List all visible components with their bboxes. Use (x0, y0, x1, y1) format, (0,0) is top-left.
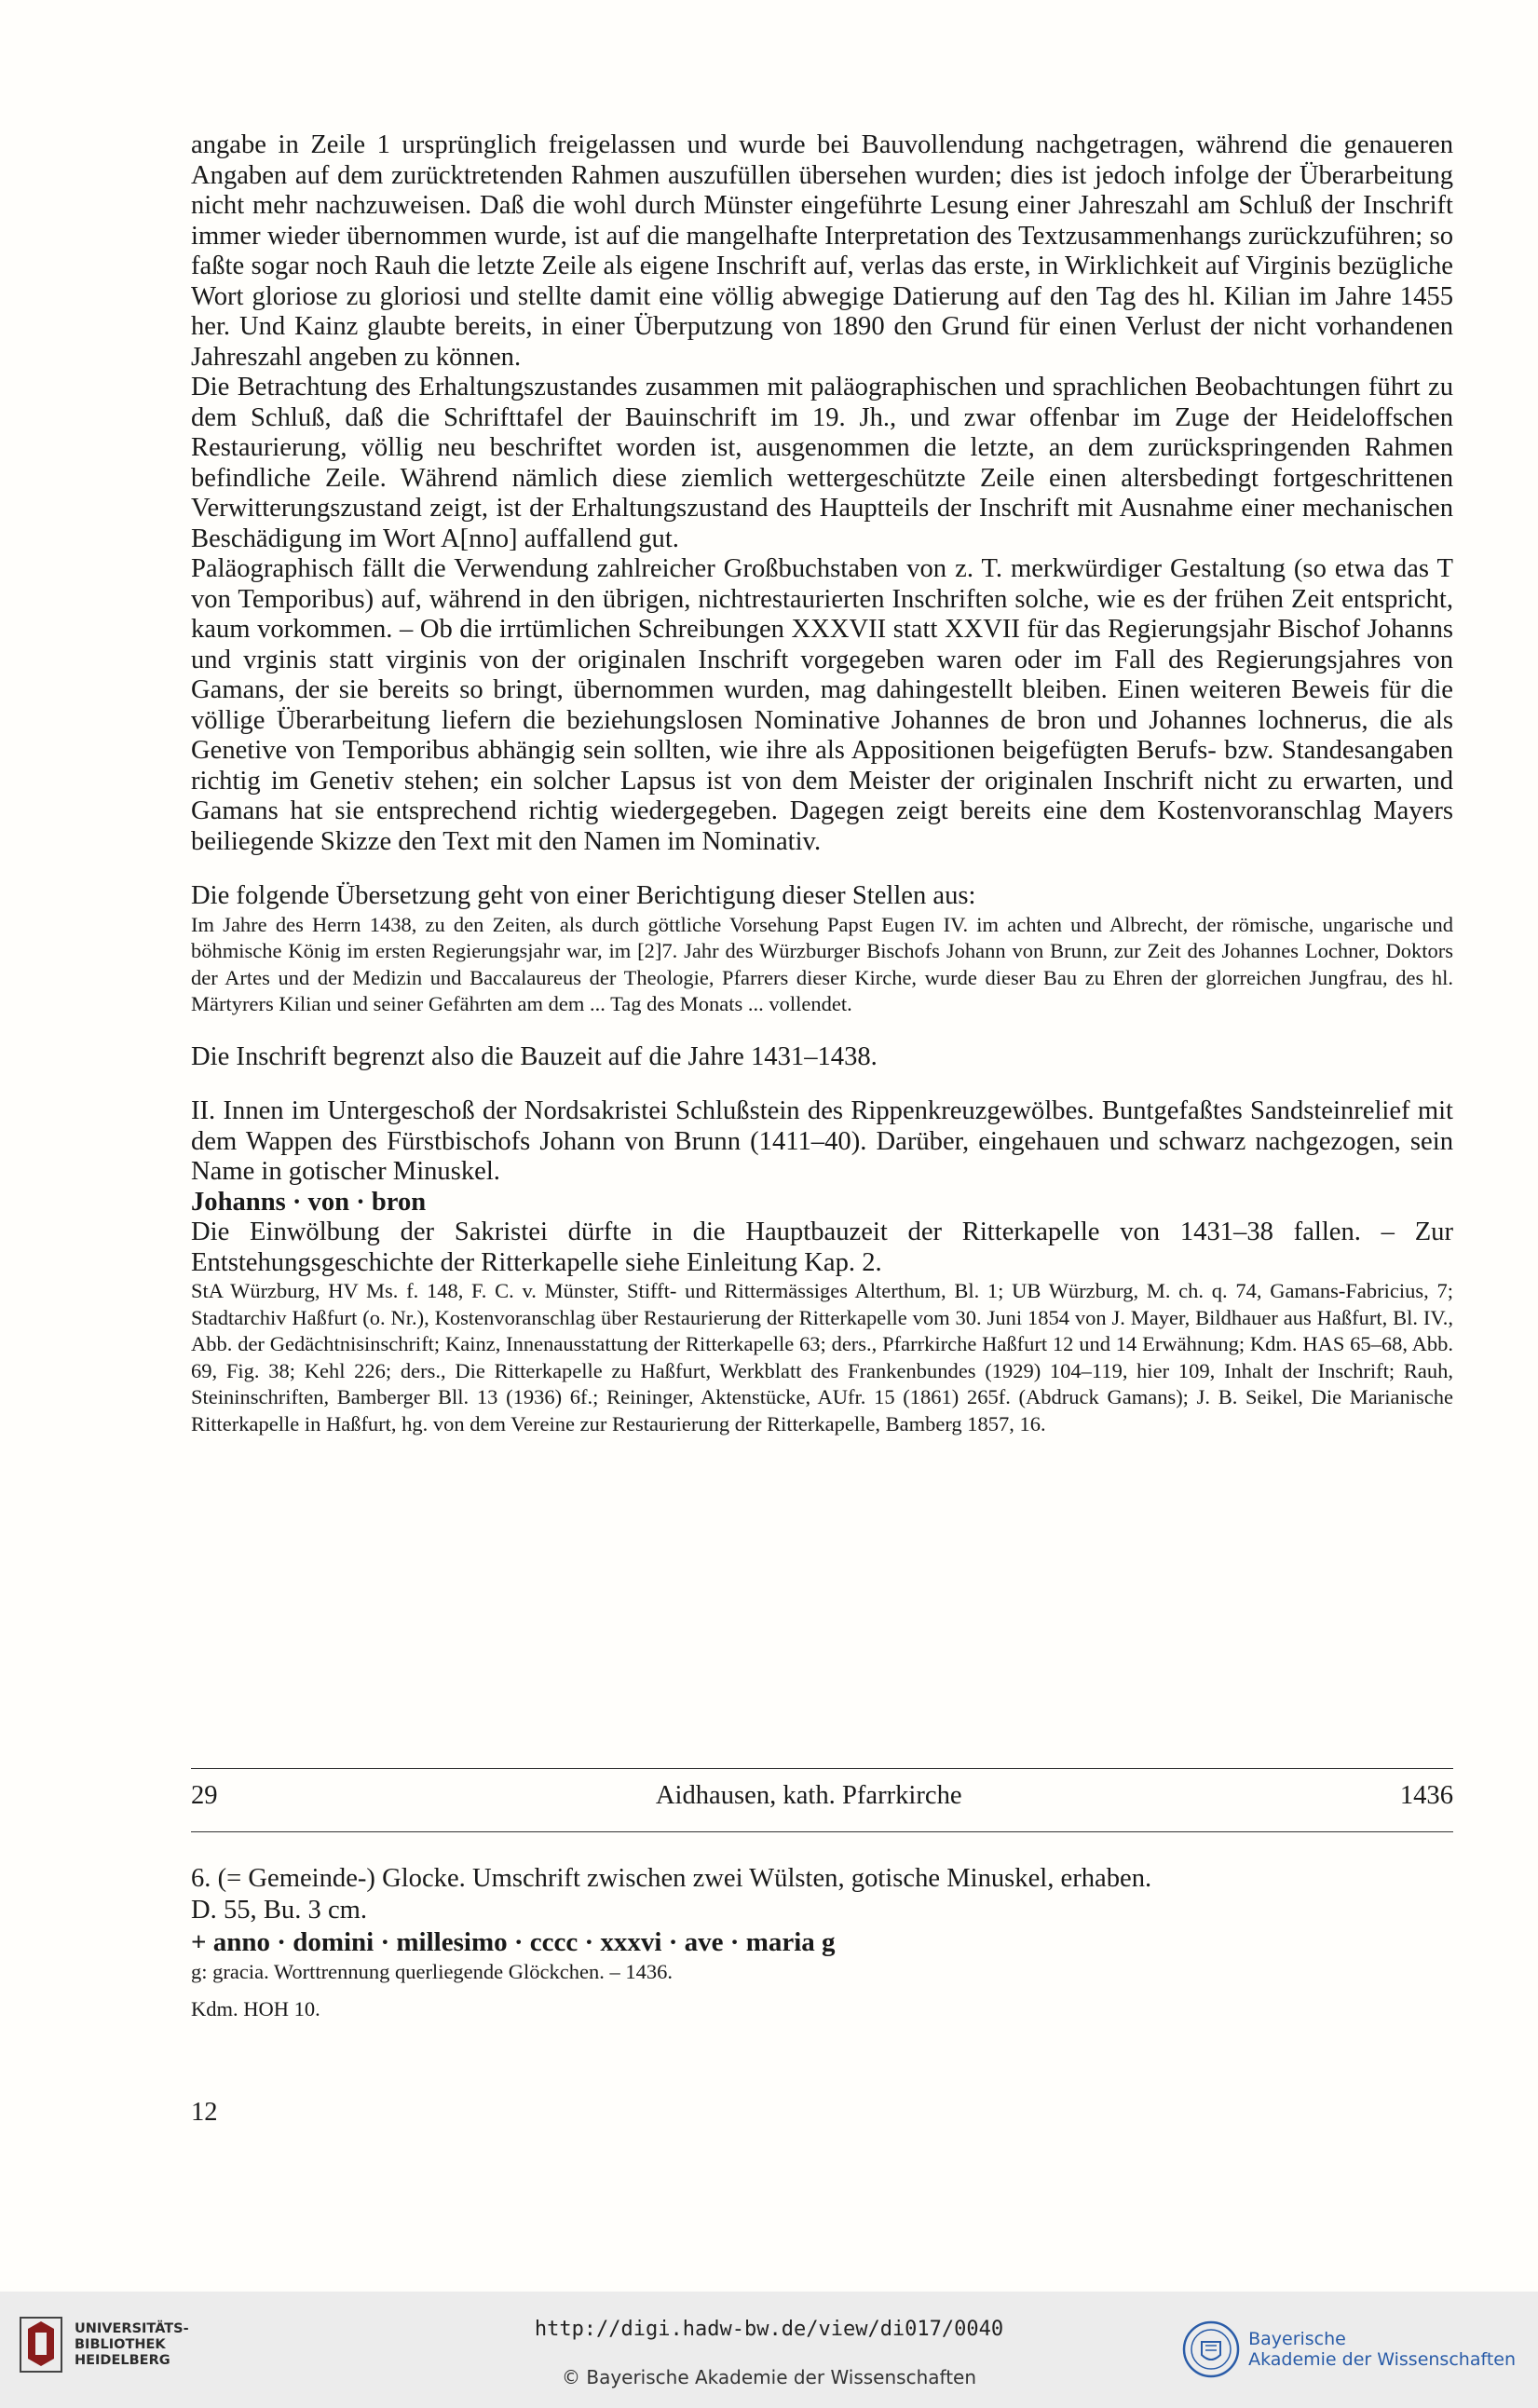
entry-header (191, 1781, 1453, 1811)
entry-number: 29 (191, 1781, 218, 1810)
paragraph-4: Die folgende Übersetzung geht von einer Berichtigung dieser Stellen aus: (191, 881, 976, 910)
top-divider (191, 1768, 1453, 1769)
references: StA Würzburg, HV Ms. f. 148, F. C. v. Münster, Stifft- und Rittermässiges Alterthum, Bl. 1; UB Würzburg, M. ch. q. 74, Gamans-Fabricius, 7; Stadtarchiv Haßfurt (o. Nr.), Kostenvoranschlag über Restaurierung der Ritterkapelle vom 30. Juni 1854 von J. Mayer, Bildhauer aus Haßfurt, Bl. IV., Abb. der Gedächtnisinschrift; Kainz, Innenausstattung der Ritterkapelle 63; ders., Pfarrkirche Haßfurt 12 und 14 Erwähnung; Kdm. HAS 65–68, Abb. 69, Fig. 38; Kehl 226; ders., Die Ritterkapelle zu Haßfurt, Werkblatt des Frankenbundes (1929) 104–119, hier 109, Inhalt der Inschrift; Rauh, Steininschriften, Bamberger Bll. 13 (1936) 6f.; Reininger, Aktenstücke, AUfr. 15 (1861) 265f. (Abdruck Gamans); J. B. Seikel, Die Marianische Ritterkapelle in Haßfurt, hg. von dem Vereine zur Restaurierung der Ritterkapelle, Bamberg 1857, 16. (191, 1279, 1453, 1435)
entry-year: 1436 (1399, 1781, 1453, 1810)
entry-dimensions: D. 55, Bu. 3 cm. (191, 1896, 368, 1925)
bottom-divider (191, 1831, 1453, 1832)
entry-description: 6. (= Gemeinde-) Glocke. Umschrift zwischen zwei Wülsten, gotische Minuskel, erhaben. (191, 1864, 1152, 1893)
logo-line-3: HEIDELBERG (75, 2352, 170, 2368)
translation: Im Jahre des Herrn 1438, zu den Zeiten, als durch göttliche Vorsehung Papst Eugen IV. im achten und Albrecht, der römische, ungarische und böhmische König im ersten Regierungsjahr war, im [2]7. Jahr des Würzburger Bischofs Johann von Brunn, zur Zeit des Johannes Lochner, Doktors der Artes und der Medizin und Baccalaureus der Theologie, Pfarrers dieser Kirche, wurde dieser Bau zu Ehren der glorreichen Jungfrau, des hl. Märtyrers Kilian und seiner Gefährten am dem ... Tag des Monats ... vollendet. (191, 912, 1453, 1015)
footer-bar (0, 2292, 1538, 2408)
academy-logo[interactable] (1181, 2320, 1516, 2379)
paragraph-6: II. Innen im Untergeschoß der Nordsakristei Schlußstein des Rippenkreuzgewölbes. Buntgefaßtes Sandsteinrelief mit dem Wappen des Fürstbischofs Johann von Brunn (1411–40). Darüber, eingehauen und schwarz nachgezogen, sein Name in gotischer Minuskel. (191, 1096, 1453, 1186)
copyright-notice: © Bayerische Akademie der Wissenschaften (561, 2366, 977, 2388)
logo-line-2: BIBLIOTHEK (75, 2336, 166, 2352)
paragraph-2: Die Betrachtung des Erhaltungszustandes zusammen mit paläographischen und sprachlichen Beobachtungen führt zu dem Schluß, daß die Schrifttafel der Bauinschrift im 19. Jh., und zwar offenbar im Zuge der Heideloffschen Restaurierung, völlig neu beschriftet worden ist, ausgenommen die letzte, an dem zurückspringenden Rahmen befindliche Zeile. Während nämlich diese ziemlich wettergeschützte Zeile einen altersbedingt fortgeschrittenen Verwitterungszustand zeigt, ist der Erhaltungszustand des Hauptteils der Inschrift mit Ausnahme einer mechanischen Beschädigung im Wort A[nno] auffallend gut. (191, 373, 1453, 553)
entry-body (191, 1863, 1453, 2023)
inscription-johanns: Johanns · von · bron (191, 1187, 427, 1217)
entry-title: Aidhausen, kath. Pfarrkirche (655, 1781, 962, 1810)
academy-line-1: Bayerische (1248, 2329, 1346, 2349)
entry-note: g: gracia. Worttrennung querliegende Glöckchen. – 1436. (191, 1960, 673, 1983)
permalink-url[interactable]: http://digi.hadw-bw.de/view/di017/0040 (534, 2318, 1004, 2341)
paragraph-5: Die Inschrift begrenzt also die Bauzeit auf die Jahre 1431–1438. (191, 1041, 878, 1071)
academy-line-2: Akademie der Wissenschaften (1248, 2349, 1516, 2370)
entry-reference: Kdm. HOH 10. (191, 1997, 320, 2020)
paragraph-1: angabe in Zeile 1 ursprünglich freigelassen und wurde bei Bauvollendung nachgetragen, während die genaueren Angaben auf dem zurücktretenden Rahmen auszufüllen übersehen wurden; dies ist jedoch infolge der Überarbeitung nicht mehr nachzuweisen. Daß die wohl durch Münster eingeführte Lesung einer Jahreszahl am Schluß der Inschrift immer wieder übernommen wurde, ist auf die mangelhafte Interpretation des Textzusammenhangs zurückzuführen; so faßte sogar noch Rauh die letzte Zeile als eigene Inschrift auf, verlas das erste, in Wirklichkeit auf Virginis bezügliche Wort gloriose zu gloriosi und stellte damit eine völlig abwegige Datierung auf den Tag des hl. Kilian im Jahre 1455 her. Und Kainz glaubte bereits, in einer Überputzung von 1890 den Grund für einen Verlust der nicht vorhandenen Jahreszahl angeben zu können. (191, 130, 1453, 372)
academy-logo-text (1248, 2329, 1516, 2370)
page-number: 12 (191, 2098, 218, 2127)
paragraph-7: Die Einwölbung der Sakristei dürfte in die Hauptbauzeit der Ritterkapelle von 1431–38 fallen. – Zur Entstehungsgeschichte der Ritterkapelle siehe Einleitung Kap. 2. (191, 1218, 1453, 1277)
logo-line-1: UNIVERSITÄTS- (75, 2320, 189, 2336)
paragraph-3: Paläographisch fällt die Verwendung zahlreicher Großbuchstaben von z. T. merkwürdiger Gestaltung (so etwa das T von Temporibus) auf, während in den übrigen, nichtrestaurierten Inschriften solche, wie es der frühen Zeit entspricht, kaum vorkommen. – Ob die irrtümlichen Schreibungen XXXVII statt XXVII für das Regierungsjahr Bischof Johanns und vrginis statt virginis von der originalen Inschrift vorgegeben waren oder im Fall des Regierungsjahres von Gamans, der sie bereits so bringt, übernommen wurden, mag dahingestellt bleiben. Einen weiteren Beweis für die völlige Überarbeitung liefern die beziehungslosen Nominative Johannes de bron und Johannes lochnerus, die als Genetive von Temporibus abhängig sein sollten, wie ihre als Appositionen beigefügten Berufs- bzw. Standesangaben richtig im Genetiv stehen; ein solcher Lapsus ist von dem Meister der originalen Inschrift nicht zu erwarten, und Gamans hat sie entsprechend richtig wiedergegeben. Dagegen zeigt bereits eine dem Kostenvoranschlag Mayers beiliegende Skizze den Text mit den Namen im Nominativ. (191, 554, 1453, 856)
academy-seal-icon (1181, 2320, 1241, 2379)
main-text (191, 130, 1453, 1437)
bell-inscription: + anno · domini · millesimo · cccc · xxxvi · ave · maria g (191, 1927, 836, 1957)
